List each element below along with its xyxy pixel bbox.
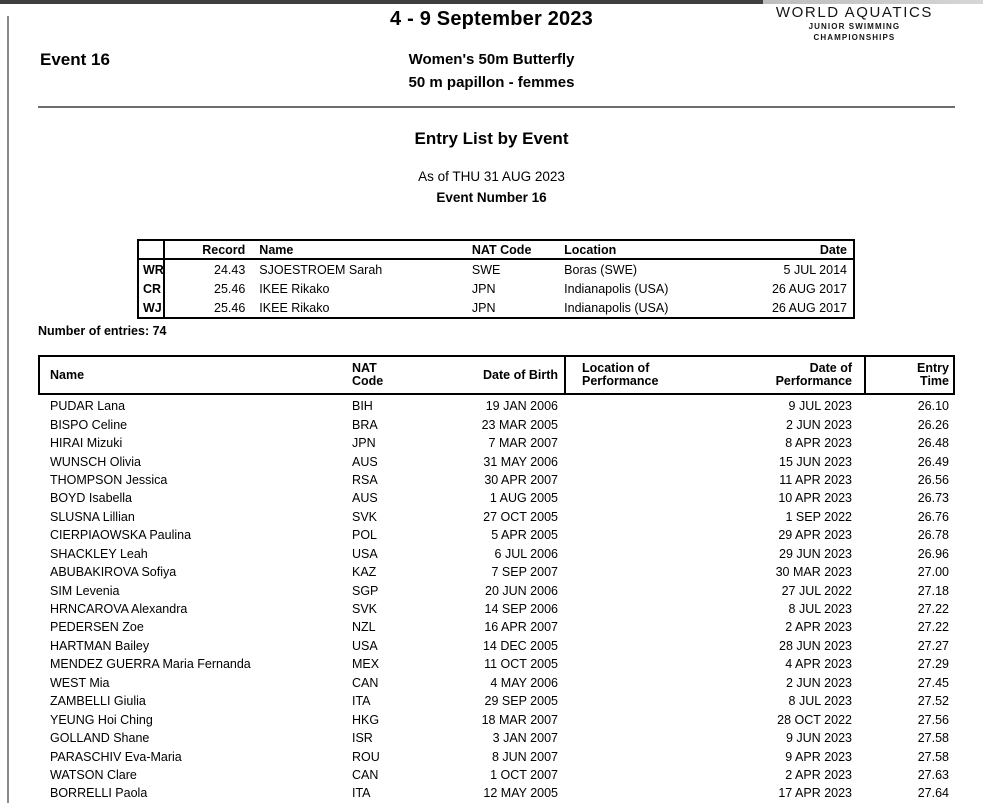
entry-nat-code: ROU	[352, 749, 380, 764]
entry-swimmer-name: BOYD Isabella	[50, 491, 132, 506]
entry-time: 27.22	[917, 620, 949, 635]
record-time: 24.43	[214, 262, 246, 277]
logo-title: WORLD AQUATICS	[775, 4, 933, 21]
record-code: WR	[138, 259, 164, 279]
records-header-nat: NAT Code	[470, 240, 562, 259]
entry-date-of-performance: 2 APR 2023	[785, 620, 852, 635]
entry-date-of-birth: 4 MAY 2006	[490, 675, 558, 690]
entry-date-of-birth: 23 MAR 2005	[481, 417, 558, 432]
entry-swimmer-name: PARASCHIV Eva-Maria	[50, 749, 182, 764]
entry-date-of-performance: 10 APR 2023	[778, 491, 852, 506]
entry-date-of-performance: 2 JUN 2023	[785, 417, 852, 432]
entries-header-location-of-performance: Location of Performance	[564, 357, 680, 393]
record-time: 25.46	[214, 300, 246, 315]
entry-date-of-birth: 8 JUN 2007	[491, 749, 558, 764]
record-nat-code: JPN	[471, 281, 496, 296]
entry-date-of-performance: 8 JUL 2023	[788, 602, 852, 617]
records-header-record: Record	[164, 240, 249, 259]
record-time: 25.46	[214, 281, 246, 296]
record-location: Indianapolis (USA)	[564, 300, 669, 315]
entry-row	[40, 747, 953, 765]
entry-time: 26.96	[917, 546, 949, 561]
entry-date-of-performance: 27 JUL 2022	[781, 583, 852, 598]
entry-date-of-birth: 27 OCT 2005	[483, 509, 558, 524]
record-holder-name: IKEE Rikako	[259, 281, 330, 296]
entries-count: Number of entries: 74	[38, 324, 167, 338]
entry-swimmer-name: YEUNG Hoi Ching	[50, 712, 153, 727]
competition-dates: 4 - 9 September 2023	[390, 8, 593, 30]
as-of-date: As of THU 31 AUG 2023	[418, 169, 565, 184]
entry-date-of-birth: 16 APR 2007	[484, 620, 558, 635]
record-date: 26 AUG 2017	[771, 300, 847, 315]
entry-nat-code: AUS	[352, 454, 378, 469]
entry-swimmer-name: THOMPSON Jessica	[50, 472, 168, 487]
entry-nat-code: HKG	[352, 712, 380, 727]
entry-date-of-birth: 5 APR 2005	[491, 528, 558, 543]
record-holder-name: SJOESTROEM Sarah	[259, 262, 383, 277]
records-header-date: Date	[703, 240, 854, 259]
record-row	[138, 279, 854, 298]
entry-swimmer-name: ABUBAKIROVA Sofiya	[50, 565, 177, 580]
event-number: Event Number 16	[436, 190, 547, 205]
entry-date-of-birth: 3 JAN 2007	[492, 731, 558, 746]
entry-row	[40, 710, 953, 728]
event-label: Event 16	[40, 50, 110, 69]
entry-date-of-performance: 30 MAR 2023	[775, 565, 852, 580]
header-divider	[38, 106, 955, 108]
entry-date-of-performance: 29 JUN 2023	[779, 546, 852, 561]
entry-swimmer-name: BISPO Celine	[50, 417, 128, 432]
entry-row	[40, 692, 953, 710]
entry-swimmer-name: SIM Levenia	[50, 583, 120, 598]
entry-swimmer-name: HARTMAN Bailey	[50, 638, 150, 653]
records-header-location: Location	[562, 240, 702, 259]
entry-date-of-birth: 31 MAY 2006	[483, 454, 558, 469]
entry-swimmer-name: ZAMBELLI Giulia	[50, 694, 146, 709]
entry-date-of-performance: 17 APR 2023	[778, 786, 852, 801]
entry-nat-code: USA	[352, 546, 378, 561]
entry-nat-code: ITA	[352, 786, 371, 801]
entry-row	[40, 784, 953, 802]
entry-nat-code: POL	[352, 528, 378, 543]
entry-date-of-performance: 28 OCT 2022	[777, 712, 852, 727]
entries-header-date-of-birth: Date of Birth	[483, 367, 558, 382]
entry-date-of-performance: 1 SEP 2022	[785, 509, 852, 524]
report-title: Entry List by Event	[414, 129, 569, 148]
entry-time: 26.78	[917, 528, 949, 543]
entry-row	[40, 600, 953, 618]
entry-nat-code: ITA	[352, 694, 371, 709]
entry-row	[40, 452, 953, 470]
entry-swimmer-name: CIERPIAOWSKA Paulina	[50, 528, 192, 543]
entry-row	[40, 655, 953, 673]
entry-swimmer-name: SHACKLEY Leah	[50, 546, 148, 561]
entries-table-header	[38, 355, 955, 395]
entry-date-of-birth: 11 OCT 2005	[484, 657, 558, 672]
entry-date-of-birth: 6 JUL 2006	[494, 546, 558, 561]
entry-time: 26.56	[917, 472, 949, 487]
entry-nat-code: BRA	[352, 417, 378, 432]
entry-nat-code: MEX	[352, 657, 380, 672]
entry-nat-code: SVK	[352, 602, 378, 617]
entry-time: 27.18	[917, 583, 949, 598]
entry-date-of-birth: 7 SEP 2007	[491, 565, 558, 580]
entry-date-of-birth: 18 MAR 2007	[481, 712, 558, 727]
entry-row	[40, 618, 953, 636]
records-table	[137, 239, 855, 319]
entry-date-of-birth: 20 JUN 2006	[485, 583, 558, 598]
entry-time: 27.00	[917, 565, 949, 580]
entry-nat-code: ISR	[352, 731, 373, 746]
record-row	[138, 298, 854, 318]
entry-nat-code: SVK	[352, 509, 378, 524]
records-header-code	[138, 240, 164, 259]
entry-time: 26.10	[917, 399, 949, 414]
record-row	[138, 259, 854, 279]
entry-time: 27.58	[917, 749, 949, 764]
entry-date-of-performance: 2 JUN 2023	[785, 675, 852, 690]
entry-nat-code: USA	[352, 638, 378, 653]
entry-date-of-performance: 8 APR 2023	[785, 436, 852, 451]
entries-header-name: Name	[50, 367, 85, 382]
entry-time: 26.49	[917, 454, 949, 469]
entry-swimmer-name: WATSON Clare	[50, 767, 137, 782]
record-code: CR	[138, 279, 164, 298]
entry-date-of-birth: 19 JAN 2006	[485, 399, 558, 414]
entry-swimmer-name: SLUSNA Lillian	[50, 509, 135, 524]
entry-row	[40, 581, 953, 599]
entry-swimmer-name: GOLLAND Shane	[50, 731, 150, 746]
entries-header-date-of-performance: Date of Performance	[775, 361, 852, 388]
entry-row	[40, 434, 953, 452]
entry-nat-code: CAN	[352, 767, 379, 782]
world-aquatics-logo	[776, 4, 933, 43]
entry-nat-code: SGP	[352, 583, 379, 598]
record-date: 26 AUG 2017	[771, 281, 847, 296]
logo-subtitle-1: JUNIOR SWIMMING	[808, 22, 901, 31]
record-holder-name: IKEE Rikako	[259, 300, 330, 315]
entry-date-of-performance: 8 JUL 2023	[788, 694, 852, 709]
records-body	[138, 259, 854, 318]
records-header-row	[138, 240, 854, 259]
entry-date-of-birth: 7 MAR 2007	[488, 436, 558, 451]
entry-row	[40, 508, 953, 526]
entry-time: 27.45	[917, 675, 949, 690]
record-code: WJ	[138, 298, 164, 318]
entry-date-of-performance: 9 JUN 2023	[785, 731, 852, 746]
entry-time: 26.76	[917, 509, 949, 524]
entry-time: 27.56	[917, 712, 949, 727]
entry-swimmer-name: HIRAI Mizuki	[50, 436, 123, 451]
entry-swimmer-name: WUNSCH Olivia	[50, 454, 141, 469]
entry-time: 26.26	[917, 417, 949, 432]
entry-nat-code: NZL	[352, 620, 376, 635]
entry-swimmer-name: PUDAR Lana	[50, 399, 126, 414]
entry-date-of-performance: 9 JUL 2023	[788, 399, 852, 414]
entry-date-of-birth: 14 DEC 2005	[482, 638, 558, 653]
entry-swimmer-name: WEST Mia	[50, 675, 110, 690]
entry-nat-code: JPN	[352, 436, 376, 451]
entry-date-of-performance: 2 APR 2023	[785, 767, 852, 782]
event-title-english: Women's 50m Butterfly	[408, 51, 575, 68]
entry-row	[40, 545, 953, 563]
entry-time: 26.73	[917, 491, 949, 506]
entry-nat-code: BIH	[352, 399, 373, 414]
entries-header-nat-code: NAT Code	[352, 361, 384, 388]
entry-swimmer-name: BORRELLI Paola	[50, 786, 148, 801]
entry-date-of-birth: 30 APR 2007	[484, 472, 558, 487]
entry-date-of-birth: 14 SEP 2006	[484, 602, 558, 617]
entry-row	[40, 563, 953, 581]
logo-subtitle-2: CHAMPIONSHIPS	[813, 33, 896, 42]
entry-nat-code: CAN	[352, 675, 379, 690]
entry-date-of-performance: 28 JUN 2023	[779, 638, 852, 653]
entry-nat-code: KAZ	[352, 565, 377, 580]
record-location: Indianapolis (USA)	[564, 281, 669, 296]
entry-row	[40, 729, 953, 747]
entry-time: 27.52	[917, 694, 949, 709]
entry-date-of-birth: 1 OCT 2007	[490, 767, 558, 782]
entries-header-entry-time: Entry Time	[864, 357, 953, 393]
record-date: 5 JUL 2014	[783, 262, 847, 277]
entry-time: 27.22	[917, 602, 949, 617]
entry-date-of-performance: 4 APR 2023	[785, 657, 852, 672]
entry-swimmer-name: PEDERSEN Zoe	[50, 620, 144, 635]
event-title-french: 50 m papillon - femmes	[408, 74, 575, 91]
entry-date-of-performance: 15 JUN 2023	[779, 454, 852, 469]
entry-row	[40, 526, 953, 544]
entry-date-of-birth: 29 SEP 2005	[484, 694, 558, 709]
entry-row	[40, 415, 953, 433]
entry-time: 27.27	[917, 638, 949, 653]
entries-rows	[40, 397, 953, 803]
entry-row	[40, 637, 953, 655]
entry-date-of-performance: 29 APR 2023	[778, 528, 852, 543]
entry-date-of-birth: 12 MAY 2005	[483, 786, 558, 801]
entry-row	[40, 471, 953, 489]
entry-nat-code: RSA	[352, 472, 378, 487]
entry-row	[40, 397, 953, 415]
entry-row	[40, 674, 953, 692]
entry-row	[40, 489, 953, 507]
entry-swimmer-name: HRNCAROVA Alexandra	[50, 602, 188, 617]
entry-swimmer-name: MENDEZ GUERRA Maria Fernanda	[50, 657, 251, 672]
entry-nat-code: AUS	[352, 491, 378, 506]
entry-row	[40, 766, 953, 784]
entry-time: 27.58	[917, 731, 949, 746]
record-nat-code: JPN	[471, 300, 496, 315]
records-header-name: Name	[249, 240, 470, 259]
entry-date-of-performance: 9 APR 2023	[785, 749, 852, 764]
entry-time: 27.29	[917, 657, 949, 672]
record-location: Boras (SWE)	[564, 262, 638, 277]
entry-time: 27.64	[917, 786, 949, 801]
entry-time: 27.63	[917, 767, 949, 782]
entry-time: 26.48	[917, 436, 949, 451]
entry-date-of-performance: 11 APR 2023	[779, 472, 852, 487]
record-nat-code: SWE	[471, 262, 501, 277]
entry-date-of-birth: 1 AUG 2005	[489, 491, 558, 506]
